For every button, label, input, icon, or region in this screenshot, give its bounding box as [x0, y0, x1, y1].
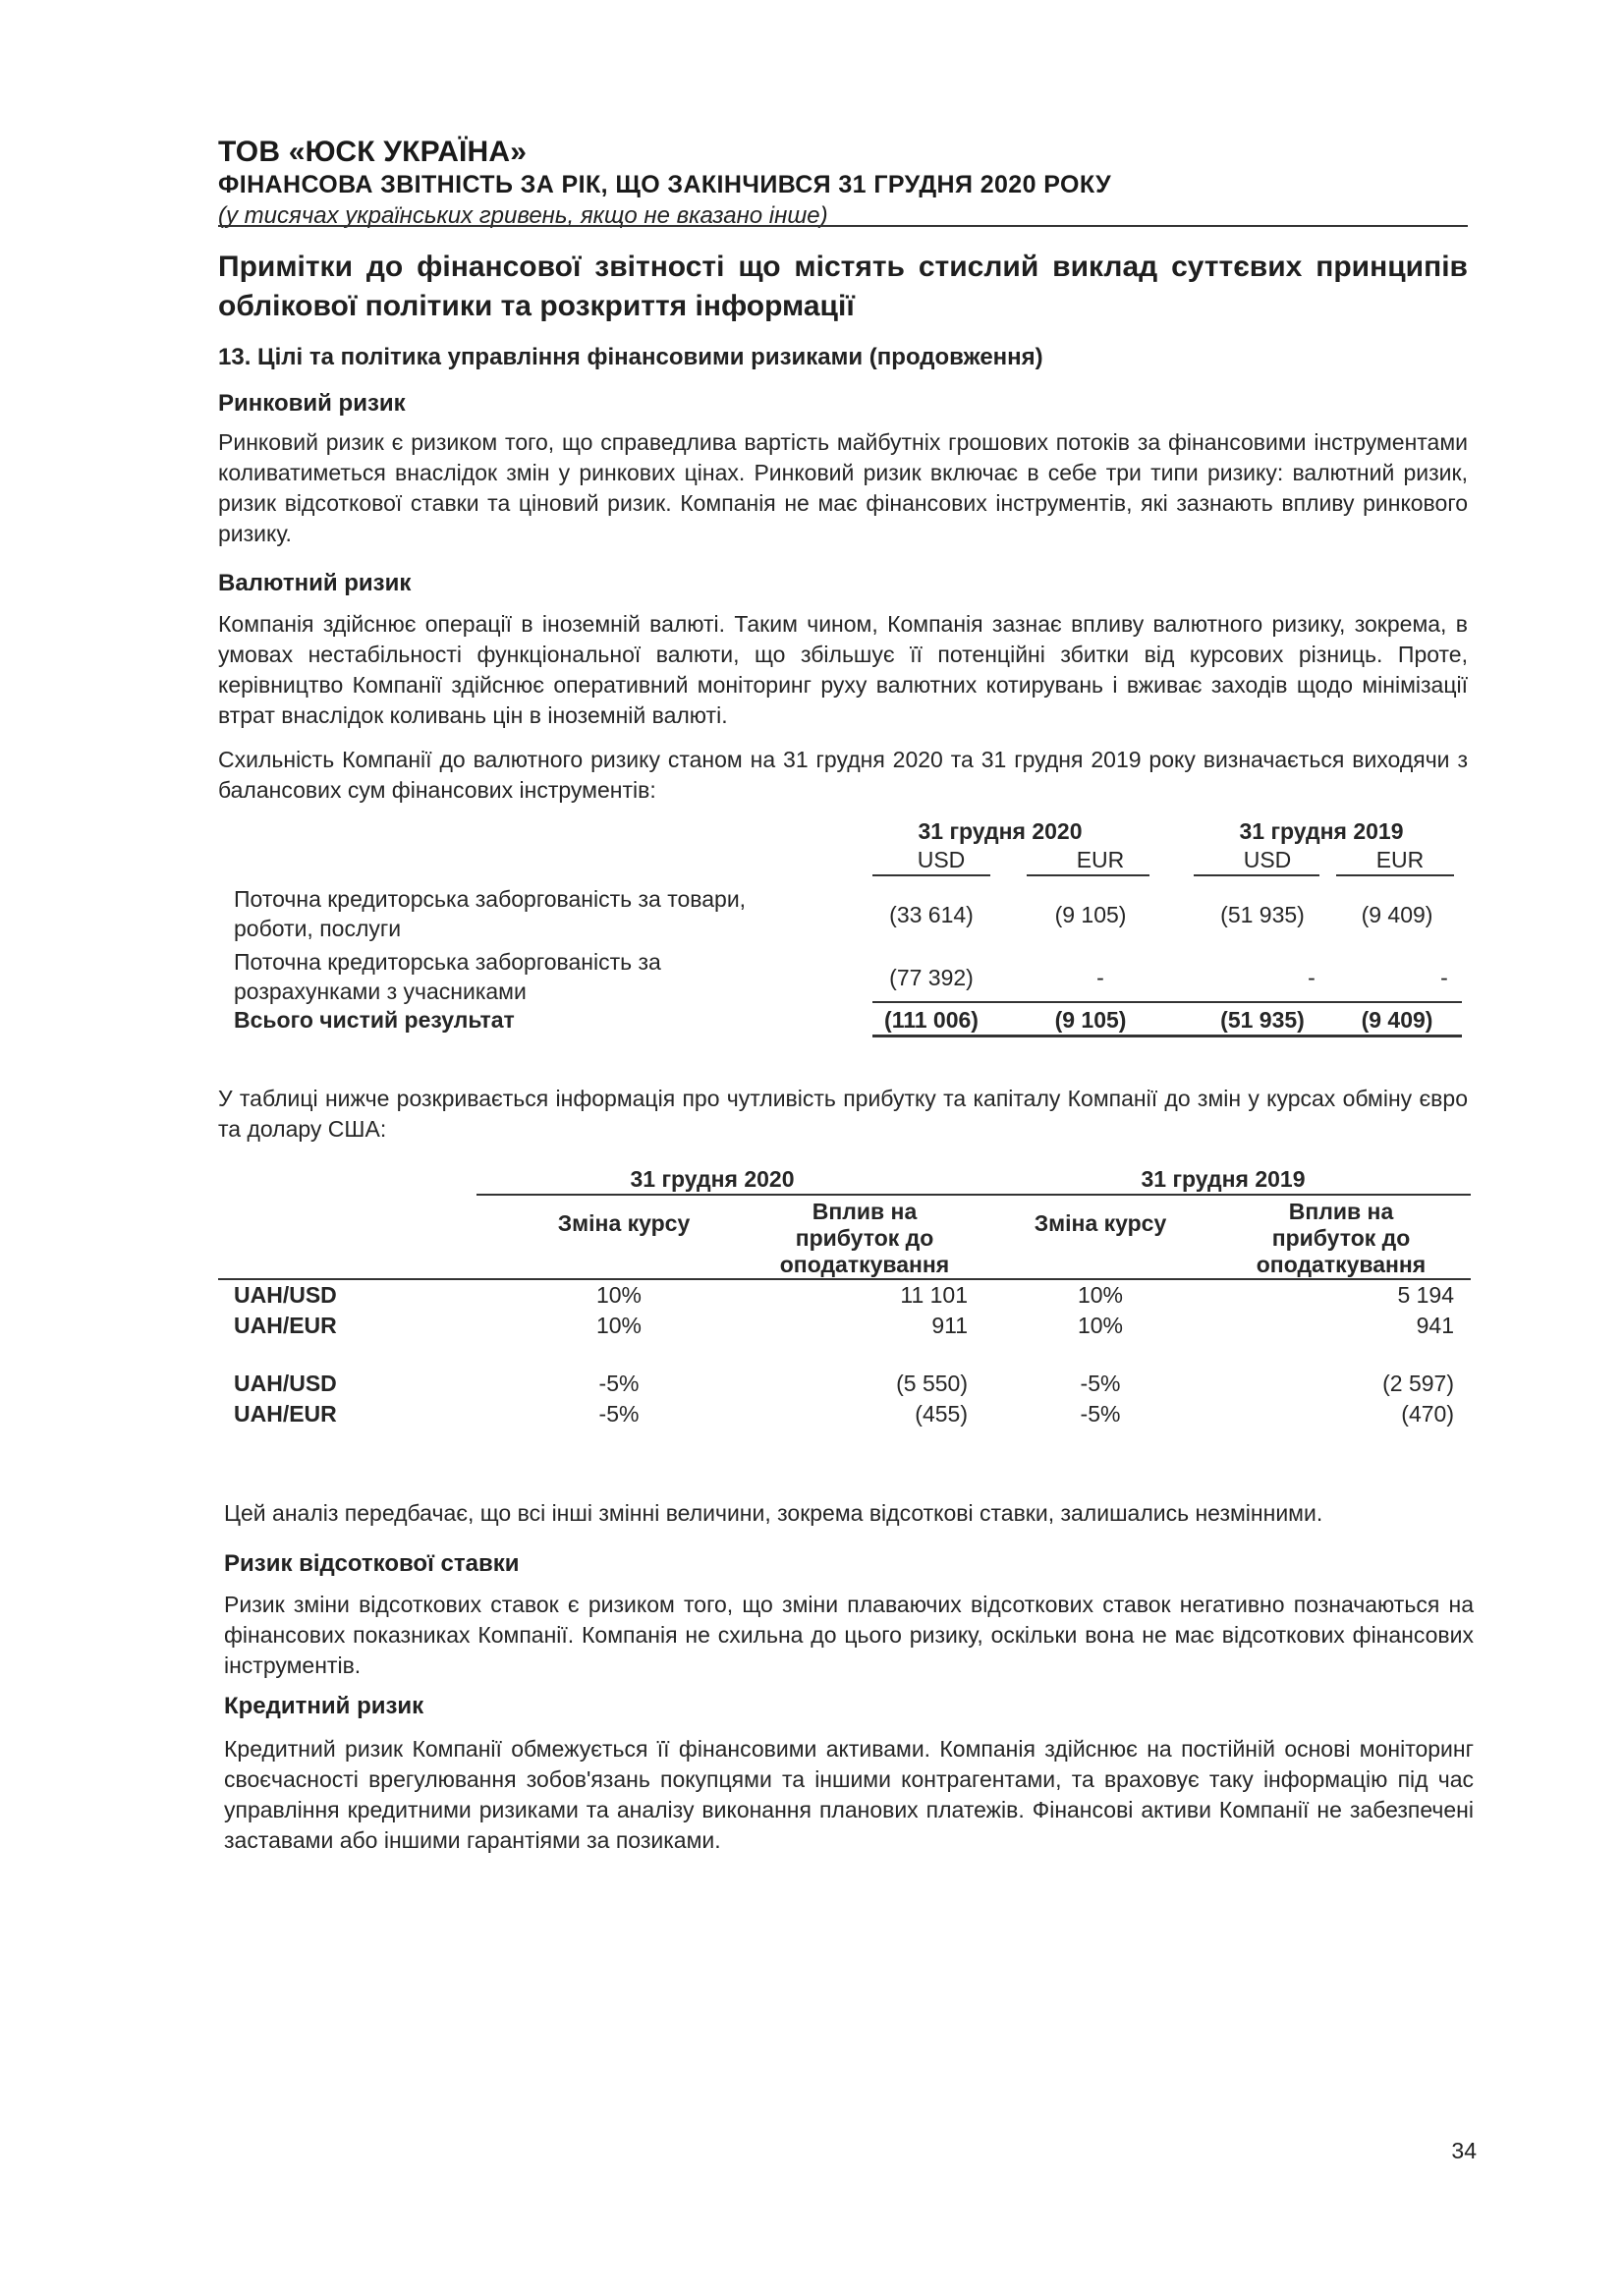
exposure-cell: (77 392) [889, 965, 974, 990]
sensitivity-pair: UAH/EUR [234, 1401, 337, 1427]
exposure-cell: (9 105) [1054, 902, 1127, 927]
sensitivity-pair: UAH/USD [234, 1282, 337, 1308]
sensitivity-note: Цей аналіз передбачає, що всі інші змінні величини, зокрема відсоткові ставки, залишались незмінними. [224, 1500, 1323, 1526]
sensitivity-rate: 10% [1077, 1313, 1124, 1338]
sensitivity-rate: 10% [595, 1282, 643, 1308]
exposure-col-eur-2019: EUR [1375, 847, 1425, 872]
sensitivity-pair: UAH/USD [234, 1371, 337, 1396]
exposure-cell: - [1308, 965, 1316, 990]
header-divider [218, 225, 1468, 227]
exposure-header-rule [1194, 874, 1319, 876]
currency-risk-text: Компанія здійснює операції в іноземній валюті. Таким чином, Компанія зазнає впливу валютного ризику, зокрема, в умовах нестабільності функціональної валюти, що збільшує її потенційні збитки від курсових різниць. Проте, керівництво Компанії здійснює оперативний моніторинг руху валютних котирувань і вживає заходів щодо мінімізації втрат внаслідок коливань цін в іноземній валюті. [218, 611, 1468, 728]
sensitivity-col-impact-2019: Вплив на [1288, 1199, 1394, 1224]
market-risk-heading: Ринковий ризик [218, 390, 406, 417]
sensitivity-rate: -5% [598, 1401, 640, 1427]
exposure-total-cell: (9 105) [1054, 1007, 1127, 1033]
interest-risk-text: Ризик зміни відсоткових ставок є ризиком того, що зміни плаваючих відсоткових ставок негативно позначаються на фінансових показниках Компанії. Компанія не схильна до цього ризику, оскільки вона не має відсоткових фінансових інструментів. [224, 1592, 1474, 1678]
sensitivity-col-impact-2020: Вплив на [812, 1199, 918, 1224]
sensitivity-impact: (5 550) [896, 1371, 968, 1396]
sensitivity-impact: (470) [1401, 1401, 1454, 1427]
sensitivity-rate: 10% [595, 1313, 643, 1338]
exposure-total-label: Всього чистий результат [234, 1007, 515, 1033]
sensitivity-rate: -5% [1080, 1401, 1121, 1427]
sensitivity-impact: 11 101 [900, 1282, 968, 1308]
sensitivity-col-impact-2019: прибуток до [1271, 1225, 1411, 1251]
exposure-row-label: Поточна кредиторська заборгованість за товари, [234, 886, 747, 912]
market-risk-text: Ринковий ризик є ризиком того, що справедлива вартість майбутніх грошових потоків за фінансовими інструментами коливатиметься внаслідок змін у ринкових цінах. Ринковий ризик включає в себе три типи ризику: валютний ризик, ризик відсоткової ставки та ціновий ризик. Компанія не має фінансових інструментів, які зазнають впливу ринкового ризику. [218, 429, 1468, 546]
sensitivity-col-rate-2020: Зміна курсу [557, 1210, 691, 1236]
exposure-cell: - [1440, 965, 1448, 990]
sensitivity-col-rate-2019: Зміна курсу [1034, 1210, 1167, 1236]
sensitivity-header-rule [218, 1278, 1471, 1280]
exposure-col-usd-2019: USD [1243, 847, 1292, 872]
exposure-row-label: розрахунками з учасниками [234, 979, 527, 1004]
credit-risk-heading: Кредитний ризик [224, 1693, 424, 1719]
sensitivity-period-2019: 31 грудня 2019 [1141, 1166, 1306, 1192]
sensitivity-col-impact-2020: прибуток до [795, 1225, 934, 1251]
exposure-cell: (51 935) [1220, 902, 1305, 927]
exposure-period-2020: 31 грудня 2020 [918, 818, 1083, 844]
exposure-cell: (9 409) [1361, 902, 1433, 927]
sensitivity-impact: 911 [931, 1313, 968, 1338]
section-heading: 13. Цілі та політика управління фінансовими ризиками (продовження) [218, 344, 1043, 370]
exposure-row-label: Поточна кредиторська заборгованість за [234, 949, 661, 975]
sensitivity-impact: (2 597) [1382, 1371, 1454, 1396]
exposure-header-rule [872, 874, 990, 876]
sensitivity-col-impact-2020: оподаткування [779, 1252, 950, 1277]
sensitivity-impact: 941 [1416, 1313, 1454, 1338]
exposure-total-cell: (111 006) [884, 1007, 979, 1033]
sensitivity-impact: (455) [915, 1401, 968, 1427]
interest-risk-heading: Ризик відсоткової ставки [224, 1550, 520, 1577]
sensitivity-rate: -5% [1080, 1371, 1121, 1396]
exposure-header-rule [1336, 874, 1454, 876]
exposure-intro: Схильність Компанії до валютного ризику станом на 31 грудня 2020 та 31 грудня 2019 року визначається виходячи з балансових сум фінансових інструментів: [218, 747, 1468, 803]
units-note: (у тисячах українських гривень, якщо не вказано інше) [218, 202, 828, 229]
exposure-total-rule [872, 1001, 1462, 1003]
exposure-cell: (33 614) [889, 902, 974, 927]
exposure-total-cell: (51 935) [1220, 1007, 1305, 1033]
exposure-period-2019: 31 грудня 2019 [1239, 818, 1404, 844]
exposure-col-usd-2020: USD [917, 847, 966, 872]
exposure-header-rule [1027, 874, 1149, 876]
exposure-col-eur-2020: EUR [1076, 847, 1125, 872]
sensitivity-pair: UAH/EUR [234, 1313, 337, 1338]
sensitivity-rate: -5% [598, 1371, 640, 1396]
exposure-row-label: роботи, послуги [234, 916, 402, 941]
exposure-cell: - [1096, 965, 1104, 990]
exposure-bottom-rule [872, 1035, 1462, 1037]
exposure-total-cell: (9 409) [1361, 1007, 1433, 1033]
notes-title: Примітки до фінансової звітності що містять стислий виклад суттєвих принципів облікової політики та розкриття інформації [218, 251, 1468, 322]
sensitivity-period-rule [476, 1194, 1471, 1196]
sensitivity-period-2020: 31 грудня 2020 [630, 1166, 795, 1192]
company-name: ТОВ «ЮСК УКРАЇНА» [218, 136, 528, 168]
sensitivity-rate: 10% [1077, 1282, 1124, 1308]
sensitivity-col-impact-2019: оподаткування [1256, 1252, 1427, 1277]
sensitivity-impact: 5 194 [1397, 1282, 1454, 1308]
page-number: 34 [1451, 2138, 1477, 2163]
credit-risk-text: Кредитний ризик Компанії обмежується її фінансовими активами. Компанія здійснює на постійній основі моніторинг своєчасності врегулювання зобов'язань покупцями та іншими контрагентами, та враховує таку інформацію під час управління кредитними ризиками та аналізу виконання планових платежів. Фінансові активи Компанії не забезпечені заставами або іншими гарантіями за позиками. [224, 1736, 1474, 1853]
currency-risk-heading: Валютний ризик [218, 570, 412, 596]
sensitivity-intro: У таблиці нижче розкривається інформація про чутливість прибутку та капіталу Компанії до змін у курсах обміну євро та долару США: [218, 1086, 1468, 1142]
report-title: ФІНАНСОВА ЗВІТНІСТЬ ЗА РІК, ЩО ЗАКІНЧИВСЯ 31 ГРУДНЯ 2020 РОКУ [218, 171, 1112, 198]
